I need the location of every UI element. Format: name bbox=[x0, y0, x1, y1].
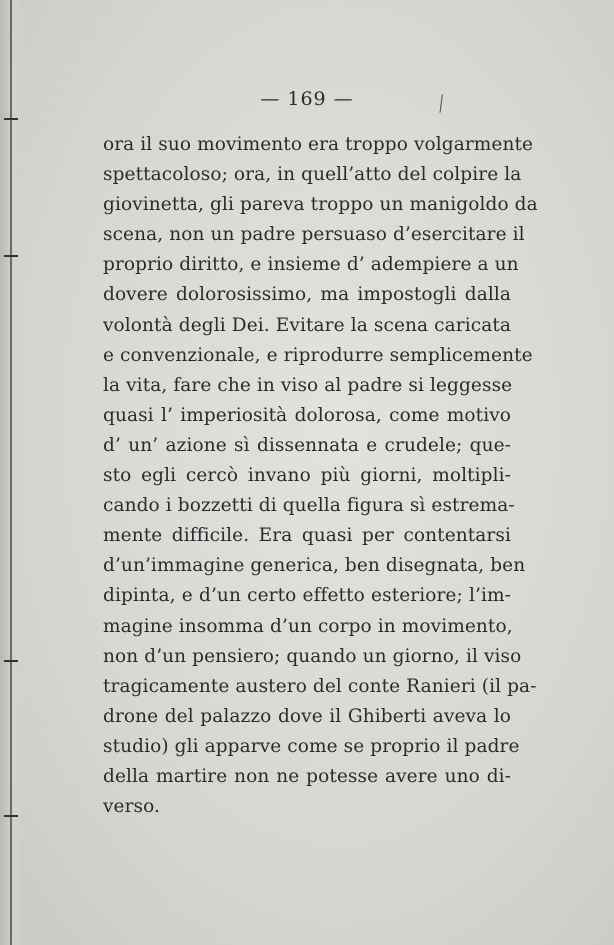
text-line: giovinetta, gli pareva troppo un manigoldo da bbox=[103, 194, 538, 216]
body-text bbox=[103, 130, 538, 822]
text-line: dovere dolorosissimo, ma impostogli dalla bbox=[103, 284, 511, 306]
text-line: cando i bozzetti di quella figura sì estrema- bbox=[103, 495, 515, 517]
binding-mark bbox=[4, 255, 18, 257]
text-line: d’ un’ azione sì dissennata e crudele; que- bbox=[103, 434, 511, 456]
text-line: e convenzionale, e riprodurre semplicemente bbox=[103, 344, 533, 366]
binding-mark bbox=[4, 660, 18, 662]
text-line: magine insomma d’un corpo in movimento, bbox=[103, 615, 513, 637]
text-line: quasi l’ imperiosità dolorosa, come motivo bbox=[103, 404, 511, 426]
text-line: scena, non un padre persuaso d’esercitare il bbox=[103, 224, 525, 246]
text-line: verso. bbox=[103, 796, 161, 818]
text-line: drone del palazzo dove il Ghiberti aveva lo bbox=[103, 705, 511, 727]
text-line: sto egli cercò invano più giorni, moltipli- bbox=[103, 465, 511, 487]
text-line: non d’un pensiero; quando un giorno, il viso bbox=[103, 645, 522, 667]
binding-mark bbox=[4, 118, 18, 120]
binding-line bbox=[10, 0, 12, 945]
text-line: dipinta, e d’un certo effetto esteriore; l’im- bbox=[103, 585, 511, 607]
text-line: la vita, fare che in viso al padre si leggesse bbox=[103, 374, 513, 396]
page-number: — 169 — bbox=[260, 88, 354, 110]
text-line: della martire non ne potesse avere uno di- bbox=[103, 765, 511, 787]
text-line: d’un’immagine generica, ben disegnata, ben bbox=[103, 555, 526, 577]
text-line: studio) gli apparve come se proprio il padre bbox=[103, 735, 520, 757]
text-line: volontà degli Dei. Evitare la scena caricata bbox=[103, 314, 511, 336]
binding-mark bbox=[4, 815, 18, 817]
text-line: mente difficile. Era quasi per contentarsi bbox=[103, 525, 511, 547]
pencil-mark: ╱ bbox=[434, 95, 449, 114]
text-line: proprio diritto, e insieme d’ adempiere a un bbox=[103, 254, 519, 276]
text-line: spettacoloso; ora, in quell’atto del colpire la bbox=[103, 164, 522, 186]
text-line: tragicamente austero del conte Ranieri (il pa- bbox=[103, 675, 537, 697]
text-line: ora il suo movimento era troppo volgarmente bbox=[103, 134, 534, 155]
